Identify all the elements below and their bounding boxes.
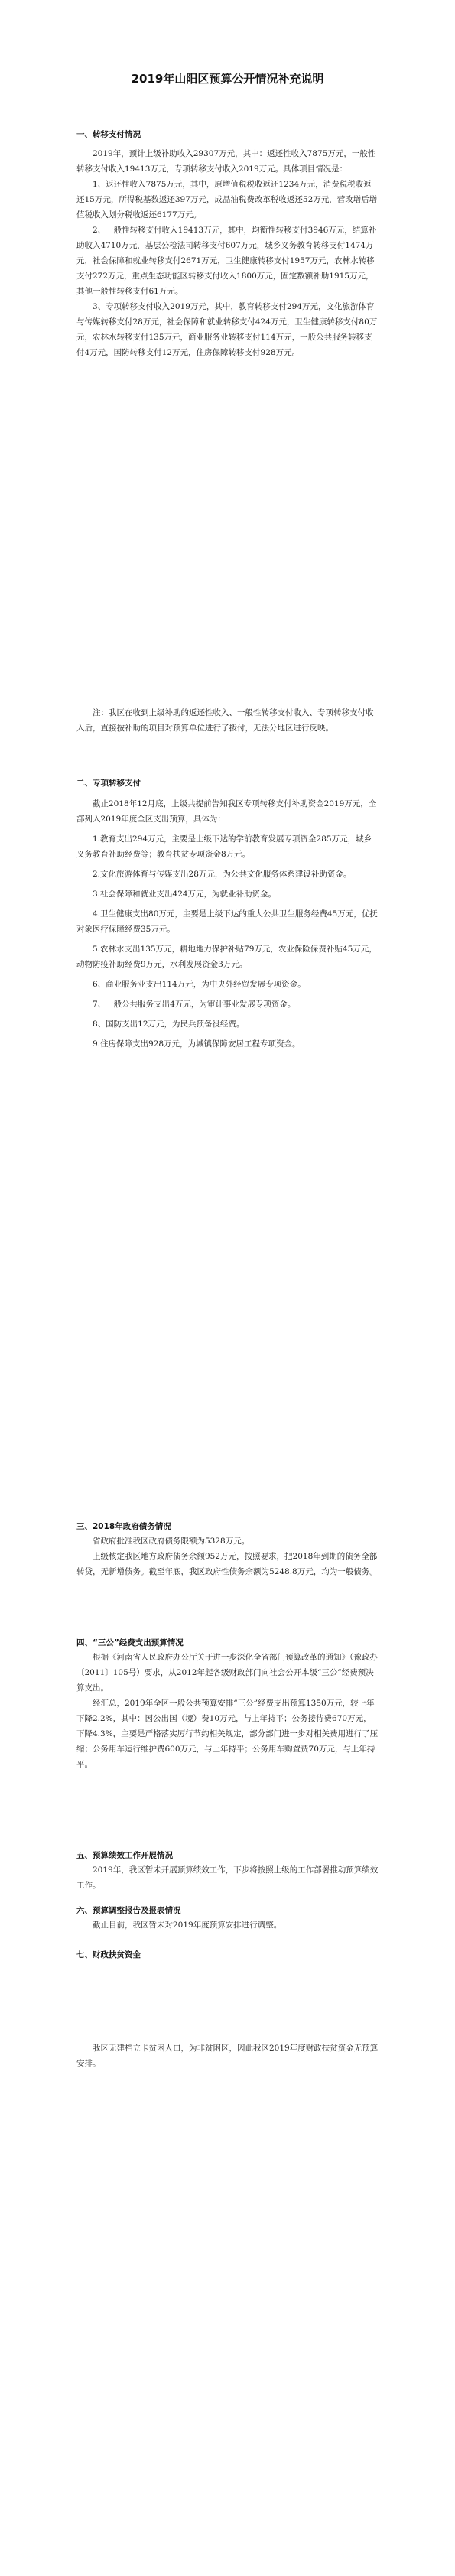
section-heading: 四、“三公”经费支出预算情况 <box>76 1638 184 1647</box>
paragraph: 我区无建档立卡贫困人口，为非贫困区，因此我区2019年度财政扶贫资金无预算安排。 <box>76 2044 379 2068</box>
paragraph: 省政府批准我区政府债务限额为5328万元。 <box>93 1537 250 1546</box>
document-title: 2019年山阳区预算公开情况补充说明 <box>131 72 324 86</box>
section-special-transfers <box>76 777 379 1052</box>
paragraph: 9.住房保障支出928万元，为城镇保障安居工程专项资金。 <box>93 1039 301 1049</box>
note-text: 注：我区在收到上级补助的返还性收入、一般性转移支付收入、专项转移支付收入后，直接按补助的项目对预算单位进行了拨付，无法分地区进行反映。 <box>76 708 374 733</box>
paragraph: 根据《河南省人民政府办公厅关于进一步深化全省部门预算改革的通知》（豫政办〔2011〕105号）要求，从2012年起各级财政部门向社会公开本级“三公”经费预决算支出。 <box>76 1653 378 1693</box>
section-government-debt <box>76 1521 379 1579</box>
section-heading: 二、专项转移支付 <box>76 779 141 788</box>
paragraph: 7、一般公共服务支出4万元，为审计事业发展专项资金。 <box>93 1000 296 1009</box>
paragraph: 4.卫生健康支出80万元，主要是上级下达的重大公共卫生服务经费45万元，优抚对象医疗保障经费35万元。 <box>76 909 378 934</box>
poverty-funds-body <box>76 2041 379 2071</box>
paragraph: 2.文化旅游体育与传媒支出28万元，为公共文化服务体系建设补助资金。 <box>93 870 352 879</box>
paragraph: 2019年，我区暂未开展预算绩效工作，下步将按照上级的工作部署推动预算绩效工作。 <box>76 1865 379 1890</box>
section-transfer-payments <box>76 128 379 360</box>
section-heading: 五、预算绩效工作开展情况 <box>76 1851 173 1860</box>
section-heading: 七、财政扶贫资金 <box>76 1950 141 1960</box>
section-heading: 六、预算调整报告及报表情况 <box>76 1906 181 1915</box>
paragraph: 截止2018年12月底，上级共提前告知我区专项转移支付补助资金2019万元，全部列入2019年度全区支出预算，具体为： <box>76 799 377 824</box>
paragraph: 2019年，预计上级补助收入29307万元，其中：返还性收入7875万元，一般性转移支付收入19413万元，专项转移支付收入2019万元。具体项目情况是： <box>76 149 376 174</box>
section-budget-adjustment <box>76 1904 379 1933</box>
paragraph: 5.农林水支出135万元，耕地地力保护补贴79万元，农业保险保费补贴45万元，动物防疫补助经费9万元，水利发展资金3万元。 <box>76 945 377 969</box>
paragraph: 上级核定我区地方政府债务余额952万元，按照要求，把2018年到期的债务全部转贷，无新增债务。截至年底，我区政府性债务余额为5248.8万元，均为一般债务。 <box>76 1552 378 1576</box>
section-heading: 一、转移支付情况 <box>76 130 141 139</box>
section-performance <box>76 1849 379 1893</box>
section-poverty-funds <box>76 1949 379 1960</box>
paragraph: 截止目前，我区暂未对2019年度预算安排进行调整。 <box>93 1921 282 1930</box>
section-three-public-expenses <box>76 1637 379 1772</box>
note-block <box>76 705 379 736</box>
paragraph: 3、专项转移支付收入2019万元，其中，教育转移支付294万元，文化旅游体育与传媒转移支付28万元，社会保障和就业转移支付424万元，卫生健康转移支付80万元，农林水转移支付135万元，商业服务业转移支付114万元，一般公共服务转移支付4万元，国防转移支付12万元，住房保障转移支付928万元。 <box>76 302 378 357</box>
paragraph: 6、商业服务业支出114万元，为中央外经贸发展专项资金。 <box>93 980 306 989</box>
section-heading: 三、2018年政府债务情况 <box>76 1522 171 1531</box>
paragraph: 3.社会保障和就业支出424万元，为就业补助资金。 <box>93 890 277 899</box>
paragraph: 经汇总，2019年全区一般公共预算安排“三公”经费支出预算1350万元，较上年下降2.2%，其中：因公出国（境）费10万元，与上年持平；公务接待费670万元，下降4.3%，主要是严格落实厉行节约相关规定，部分部门进一步对相关费用进行了压缩；公务用车运行维护费600万元，与上年持平；公务用车购置费70万元，与上年持平。 <box>76 1699 379 1769</box>
paragraph: 2、一般性转移支付收入19413万元，其中，均衡性转移支付3946万元，结算补助收入4710万元，基层公检法司转移支付607万元，城乡义务教育转移支付1474万元，社会保障和就业转移支付2671万元，卫生健康转移支付1957万元，农林水转移支付272万元，重点生态功能区转移支付收入1800万元，固定数额补助1915万元，其他一般性转移支付61万元。 <box>76 226 377 296</box>
paragraph: 1、返还性收入7875万元，其中，原增值税税收返还1234万元，消费税税收返还15万元，所得税基数返还397万元，成品油税费改革税收返还52万元，营改增后增值税收入划分税收返还6177万元。 <box>76 180 378 220</box>
paragraph: 8、国防支出12万元，为民兵预备役经费。 <box>93 1020 245 1029</box>
paragraph: 1.教育支出294万元，主要是上级下达的学前教育发展专项资金285万元，城乡义务教育补助经费等；教育扶贫专项资金8万元。 <box>76 834 372 859</box>
